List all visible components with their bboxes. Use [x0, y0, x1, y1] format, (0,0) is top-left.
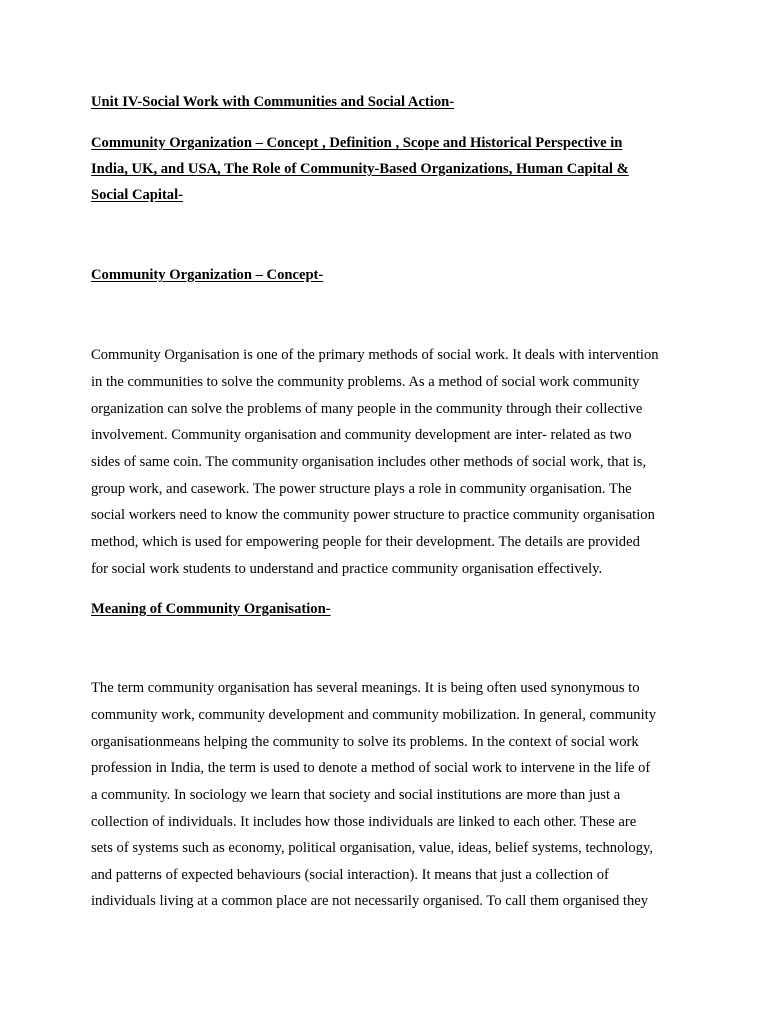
meaning-paragraph-line: and patterns of expected behaviours (social interaction). It means that just a collection of: [91, 867, 609, 883]
concept-paragraph-line: in the communities to solve the community problems. As a method of social work community: [91, 374, 640, 390]
concept-paragraph-line: for social work students to understand and practice community organisation effectively.: [91, 561, 603, 577]
unit-title: Unit IV-Social Work with Communities and Social Action-: [91, 94, 455, 110]
meaning-paragraph-line: sets of systems such as economy, political organisation, value, ideas, belief systems, technology,: [91, 840, 654, 856]
topic-heading-line: India, UK, and USA, The Role of Community-Based Organizations, Human Capital &: [91, 161, 629, 177]
concept-paragraph-line: organization can solve the problems of many people in the community through their collective: [91, 401, 643, 417]
concept-heading: Community Organization – Concept-: [91, 267, 324, 283]
meaning-paragraph-line: collection of individuals. It includes how those individuals are linked to each other. These are: [91, 814, 637, 830]
concept-paragraph-line: social workers need to know the community power structure to practice community organisation: [91, 507, 655, 523]
topic-heading-line: Community Organization – Concept , Definition , Scope and Historical Perspective in: [91, 135, 623, 151]
meaning-paragraph-line: community work, community development and community mobilization. In general, community: [91, 707, 656, 723]
meaning-paragraph-line: profession in India, the term is used to denote a method of social work to intervene in the life of: [91, 760, 651, 776]
topic-heading-line: Social Capital-: [91, 187, 184, 203]
meaning-paragraph-line: a community. In sociology we learn that society and social institutions are more than just a: [91, 787, 621, 803]
meaning-heading: Meaning of Community Organisation-: [91, 601, 331, 617]
concept-paragraph-line: group work, and casework. The power structure plays a role in community organisation. The: [91, 481, 632, 497]
concept-paragraph-line: involvement. Community organisation and community development are inter- related as two: [91, 427, 632, 443]
concept-paragraph-line: Community Organisation is one of the primary methods of social work. It deals with intervention: [91, 347, 659, 363]
concept-paragraph-line: sides of same coin. The community organisation includes other methods of social work, that is,: [91, 454, 647, 470]
meaning-paragraph-line: organisationmeans helping the community to solve its problems. In the context of social work: [91, 734, 639, 750]
concept-paragraph-line: method, which is used for empowering people for their development. The details are provided: [91, 534, 640, 550]
meaning-paragraph-line: The term community organisation has several meanings. It is being often used synonymous to: [91, 680, 640, 696]
meaning-paragraph-line: individuals living at a common place are not necessarily organised. To call them organised they: [91, 893, 649, 909]
